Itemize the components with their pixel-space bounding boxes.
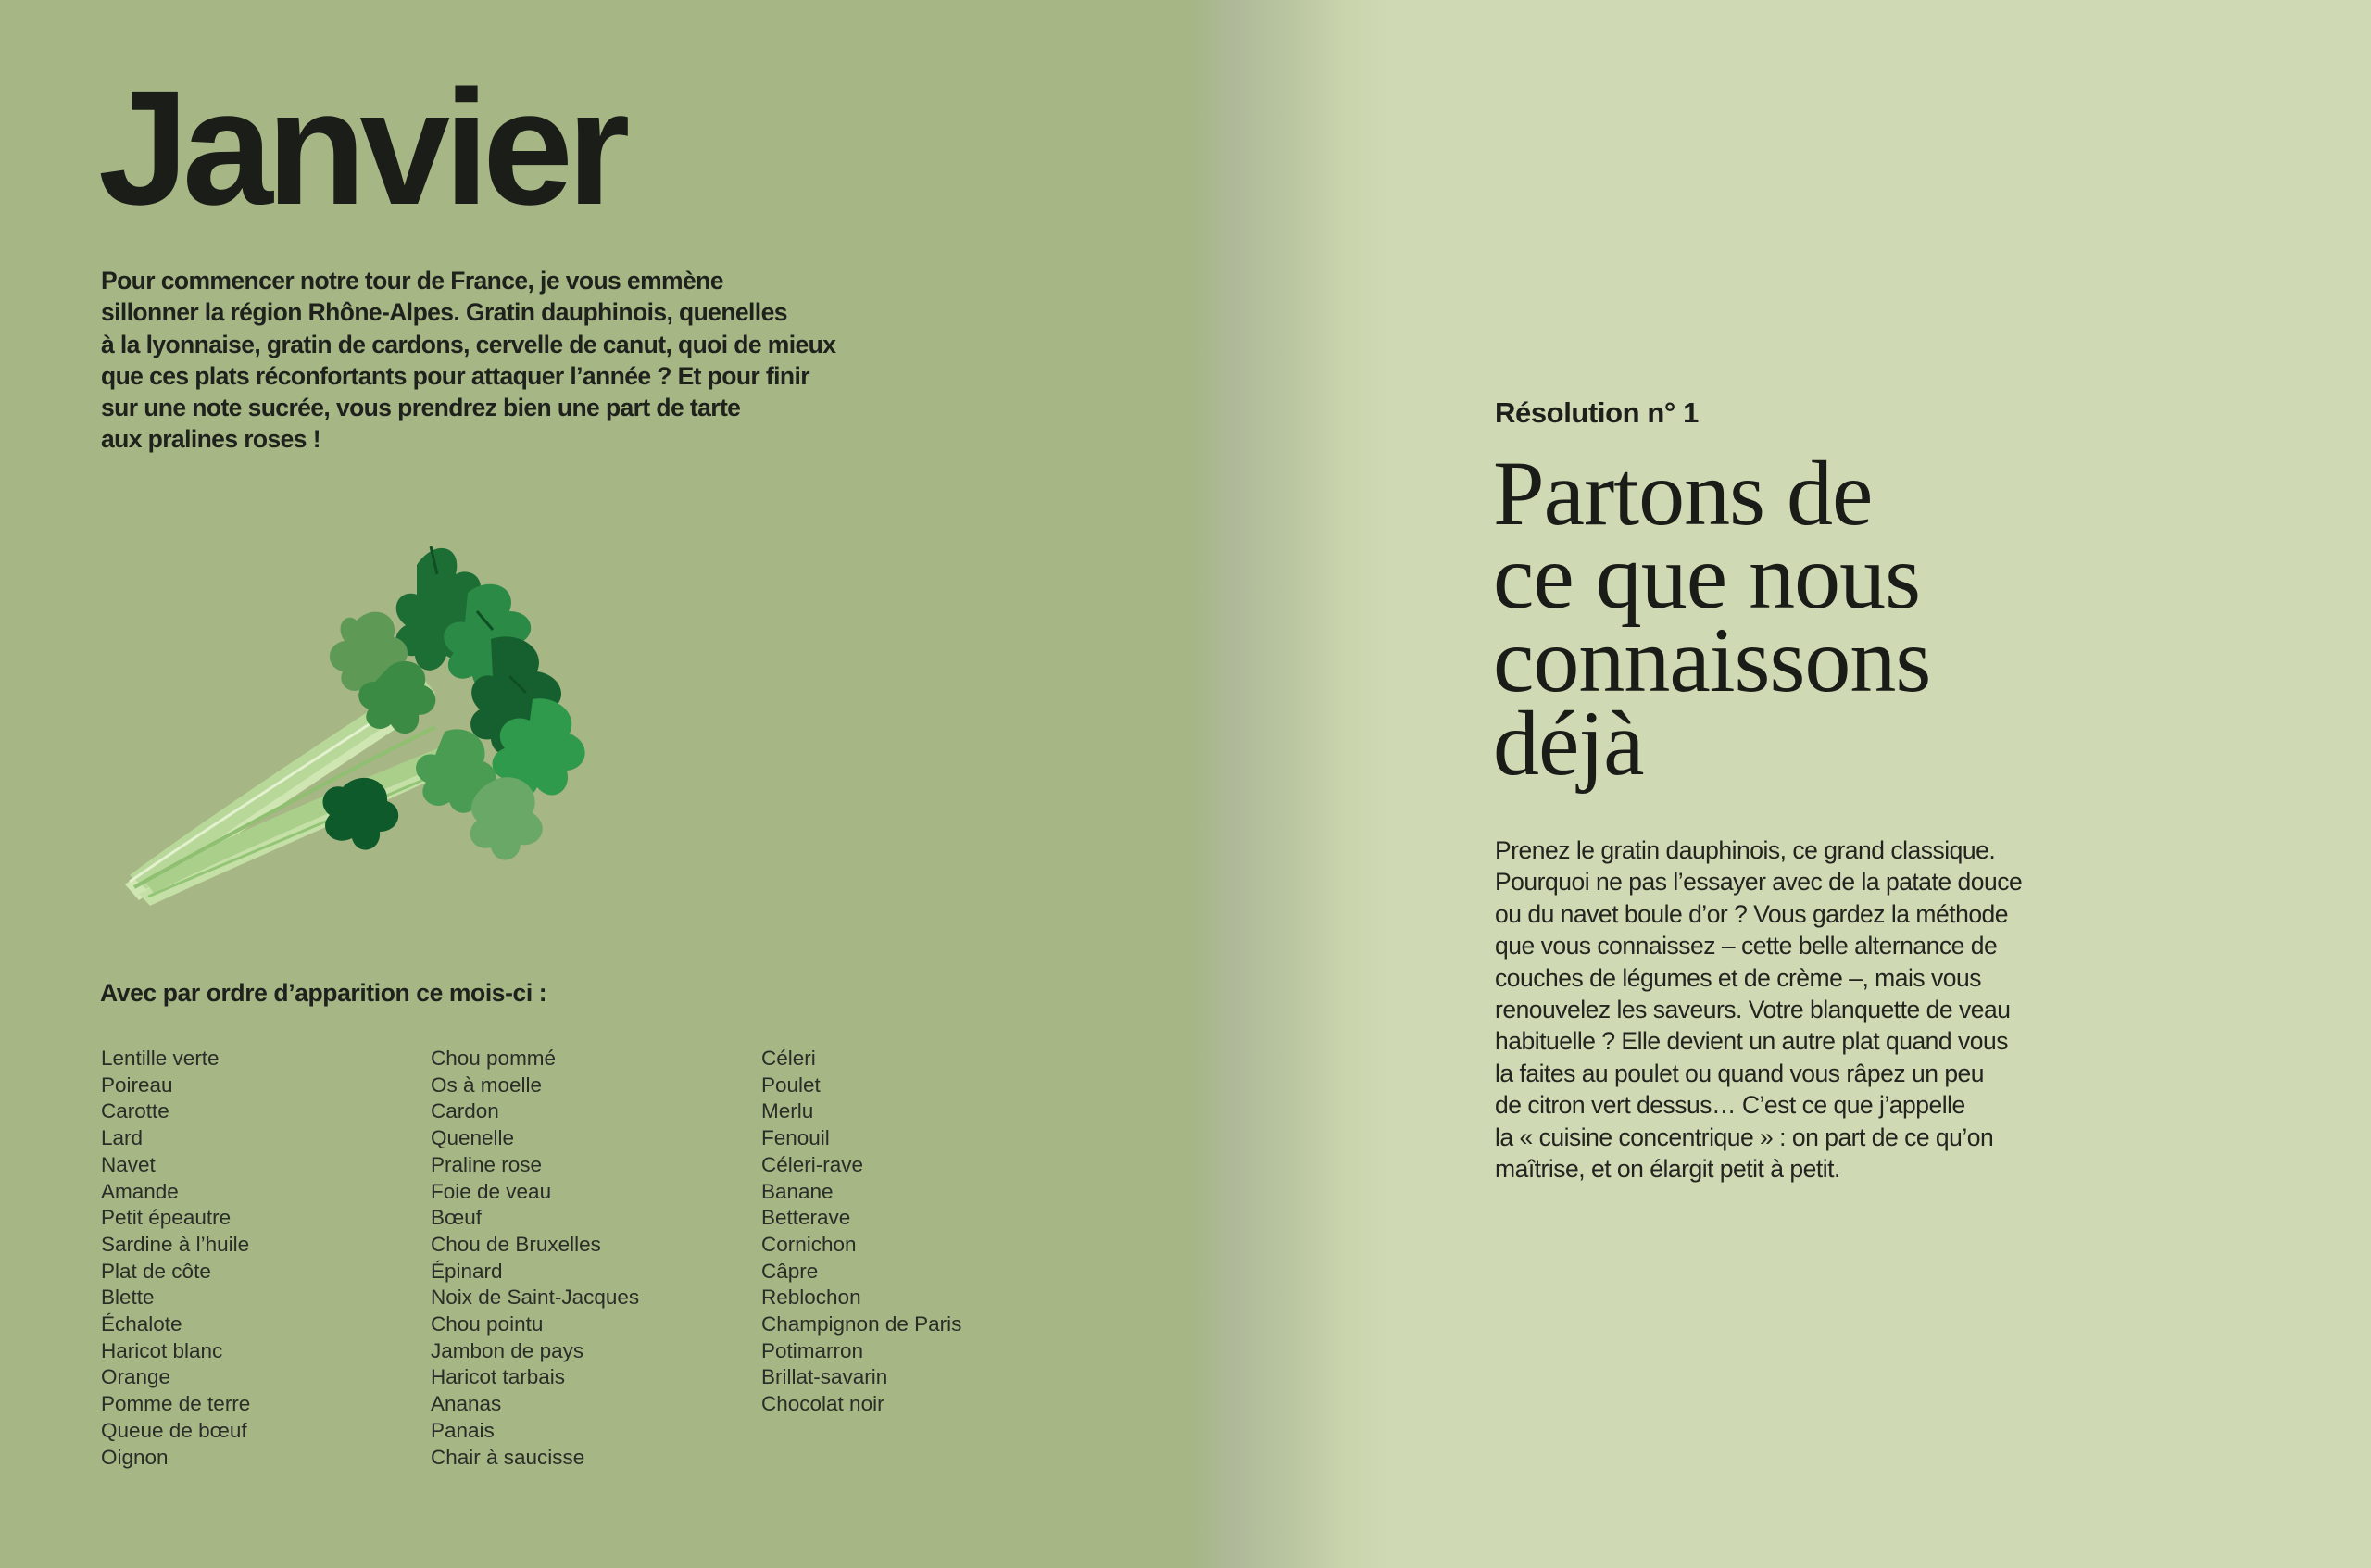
- body-line: couches de légumes et de crème –, mais vous: [1495, 963, 1981, 992]
- ingredient-item: Cornichon: [761, 1232, 857, 1256]
- intro-line: sillonner la région Rhône-Alpes. Gratin dauphinois, quenelles: [101, 298, 787, 327]
- ingredient-item: Petit épeautre: [101, 1206, 232, 1230]
- ingredient-item: Plat de côte: [101, 1259, 211, 1283]
- ingredient-item: Oignon: [101, 1445, 169, 1469]
- headline-line: Partons de: [1493, 442, 1873, 545]
- ingredient-item: Chou de Bruxelles: [431, 1232, 601, 1256]
- body-line: la faites au poulet ou quand vous râpez un peu: [1495, 1059, 1985, 1087]
- ingredient-item: Chou pommé: [431, 1047, 557, 1070]
- ingredient-item: Lard: [101, 1126, 144, 1150]
- ingredient-item: Reblochon: [761, 1286, 861, 1310]
- intro-paragraph: [101, 265, 870, 456]
- ingredient-item: Potimarron: [761, 1338, 864, 1362]
- ingredient-item: Haricot tarbais: [431, 1365, 566, 1389]
- ingredients-column-3: [761, 1046, 961, 1418]
- ingredient-item: Haricot blanc: [101, 1338, 223, 1362]
- ingredient-item: Échalote: [101, 1312, 182, 1336]
- ingredient-item: Lentille verte: [101, 1047, 220, 1070]
- ingredient-item: Amande: [101, 1179, 179, 1203]
- ingredient-item: Poireau: [101, 1073, 173, 1097]
- ingredient-item: Banane: [761, 1179, 834, 1203]
- ingredient-item: Épinard: [431, 1259, 503, 1283]
- ingredient-item: Champignon de Paris: [761, 1312, 962, 1336]
- ingredient-item: Merlu: [761, 1099, 814, 1123]
- ingredient-item: Praline rose: [431, 1152, 543, 1176]
- ingredient-item: Carotte: [101, 1099, 169, 1123]
- ingredients-column-1: [101, 1046, 250, 1471]
- celery-leaves: [323, 546, 585, 860]
- ingredient-item: Fenouil: [761, 1126, 830, 1150]
- ingredient-item: Noix de Saint-Jacques: [431, 1286, 640, 1310]
- ingredient-item: Céleri: [761, 1047, 816, 1070]
- ingredient-item: Orange: [101, 1365, 171, 1389]
- ingredient-item: Chou pointu: [431, 1312, 544, 1336]
- resolution-label: Résolution n° 1: [1495, 396, 1699, 429]
- ingredients-column-2: [431, 1046, 639, 1471]
- month-title: Janvier: [98, 57, 624, 239]
- body-paragraph: [1495, 834, 2088, 1185]
- ingredient-item: Sardine à l’huile: [101, 1232, 250, 1256]
- body-line: de citron vert dessus… C’est ce que j’appelle: [1495, 1091, 1965, 1120]
- body-line: Prenez le gratin dauphinois, ce grand classique.: [1495, 836, 1996, 864]
- ingredient-item: Queue de bœuf: [101, 1418, 247, 1442]
- ingredient-item: Panais: [431, 1418, 495, 1442]
- ingredient-item: Bœuf: [431, 1206, 483, 1230]
- ingredient-item: Navet: [101, 1152, 156, 1176]
- intro-line: que ces plats réconfortants pour attaquer l’année ? Et pour finir: [101, 361, 809, 390]
- ingredient-item: Céleri-rave: [761, 1152, 864, 1176]
- body-line: ou du navet boule d’or ? Vous gardez la méthode: [1495, 899, 2009, 928]
- ingredient-item: Poulet: [761, 1073, 821, 1097]
- ingredient-item: Pomme de terre: [101, 1392, 251, 1416]
- body-line: maîtrise, et on élargit petit à petit.: [1495, 1155, 1840, 1184]
- body-line: habituelle ? Elle devient un autre plat quand vous: [1495, 1027, 2009, 1056]
- ingredient-item: Os à moelle: [431, 1073, 543, 1097]
- ingredient-item: Brillat-savarin: [761, 1365, 888, 1389]
- celery-illustration: [111, 537, 602, 908]
- body-line: que vous connaissez – cette belle alternance de: [1495, 932, 1998, 960]
- body-line: la « cuisine concentrique » : on part de ce qu’on: [1495, 1123, 1994, 1151]
- ingredients-heading: Avec par ordre d’apparition ce mois-ci :: [100, 979, 547, 1007]
- intro-line: sur une note sucrée, vous prendrez bien une part de tarte: [101, 394, 741, 422]
- ingredient-item: Blette: [101, 1286, 155, 1310]
- headline: [1493, 442, 2141, 795]
- ingredient-item: Foie de veau: [431, 1179, 552, 1203]
- headline-line: déjà: [1493, 692, 1644, 795]
- headline-line: connaissons: [1493, 608, 1931, 711]
- right-page: [1190, 0, 2371, 1568]
- intro-line: à la lyonnaise, gratin de cardons, cervelle de canut, quoi de mieux: [101, 330, 836, 358]
- ingredient-item: Cardon: [431, 1099, 499, 1123]
- ingredient-item: Quenelle: [431, 1126, 515, 1150]
- body-line: Pourquoi ne pas l’essayer avec de la patate douce: [1495, 868, 2023, 897]
- ingredient-item: Chocolat noir: [761, 1392, 884, 1416]
- intro-line: aux pralines roses !: [101, 425, 320, 454]
- headline-line: ce que nous: [1493, 525, 1921, 628]
- ingredient-item: Câpre: [761, 1259, 819, 1283]
- intro-line: Pour commencer notre tour de France, je vous emmène: [101, 267, 723, 295]
- ingredient-item: Chair à saucisse: [431, 1445, 585, 1469]
- body-line: renouvelez les saveurs. Votre blanquette de veau: [1495, 996, 2011, 1024]
- ingredient-item: Ananas: [431, 1392, 502, 1416]
- ingredient-item: Jambon de pays: [431, 1338, 584, 1362]
- ingredient-item: Betterave: [761, 1206, 851, 1230]
